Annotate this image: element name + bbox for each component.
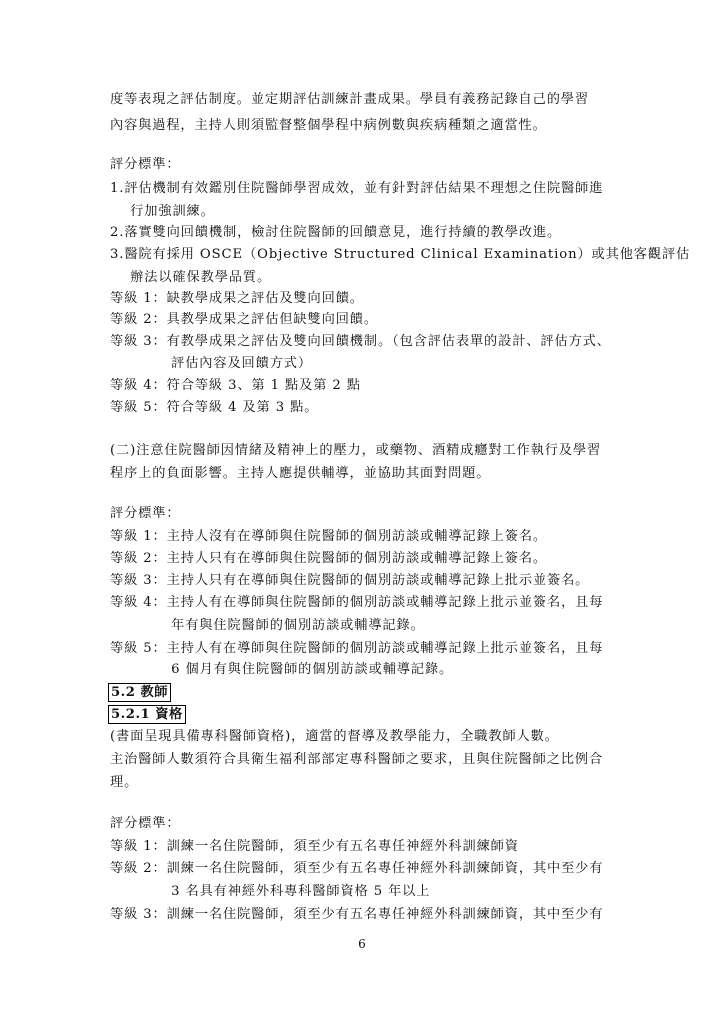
criteria-line: 等級 4：符合等級 3、第 1 點及第 2 點 [110,378,361,393]
criteria-line: 等級 5：主持人有在導師與住院醫師的個別訪談或輔導記錄上批示並簽名，且每 [110,641,604,656]
criteria-label: 評分標準： [110,816,181,831]
criteria-line: 1.評估機制有效鑑別住院醫師學習成效，並有針對評估結果不理想之住院醫師進 [110,181,604,196]
criteria-line: 3.醫院有採用 OSCE（Objective Structured Clinical Examination）或其他客觀評估 [110,247,691,262]
section-heading-5-2: 5.2 教師 [108,683,171,702]
section-heading-5-2-1: 5.2.1 資格 [108,705,186,724]
criteria-line: 等級 1：訓練一名住院醫師，須至少有五名專任神經外科訓練師資 [110,839,519,854]
criteria-line: 年有與住院醫師的個別訪談或輔導記錄。 [110,618,425,633]
criteria-line: 3 名具有神經外科專科醫師資格 5 年以上 [110,884,431,899]
criteria-line: 等級 2：主持人只有在導師與住院醫師的個別訪談或輔導記錄上簽名。 [110,551,548,566]
qualification-line: 理。 [110,775,139,790]
section-two-line: 程序上的負面影響。主持人應提供輔導，並協助其面對問題。 [110,466,491,481]
criteria-label: 評分標準： [110,506,181,521]
section-two-line: (二)注意住院醫師因情緒及精神上的壓力，或藥物、酒精成癮對工作執行及學習 [110,443,602,458]
criteria-line: 等級 3：主持人只有在導師與住院醫師的個別訪談或輔導記錄上批示並簽名。 [110,573,590,588]
qualification-line: (書面呈現具備專科醫師資格)，適當的督導及教學能力，全職教師人數。 [110,729,559,744]
criteria-line: 等級 4：主持人有在導師與住院醫師的個別訪談或輔導記錄上批示並簽名，且每 [110,595,604,610]
criteria-line: 等級 3：有教學成果之評估及雙向回饋機制。（包含評估表單的設計、評估方式、 [110,334,611,349]
criteria-line: 等級 2：具教學成果之評估但缺雙向回饋。 [110,312,378,327]
criteria-line: 2.落實雙向回饋機制，檢討住院醫師的回饋意見，進行持續的教學改進。 [110,225,562,240]
criteria-label: 評分標準： [110,157,181,172]
intro-line: 內容與過程，主持人則須監督整個學程中病例數與疾病種類之適當性。 [110,118,547,133]
page-number: 6 [358,937,366,951]
criteria-line: 辦法以確保教學品質。 [120,270,272,285]
criteria-line: 等級 5：符合等級 4 及第 3 點。 [110,400,319,415]
criteria-line: 等級 1：主持人沒有在導師與住院醫師的個別訪談或輔導記錄上簽名。 [110,529,548,544]
qualification-line: 主治醫師人數須符合具衛生福利部部定專科醫師之要求，且與住院醫師之比例合 [110,752,604,767]
intro-line: 度等表現之評估制度。並定期評估訓練計畫成果。學員有義務記錄自己的學習 [110,92,589,107]
criteria-line: 評估內容及回饋方式） [110,356,312,371]
criteria-line: 等級 1：缺教學成果之評估及雙向回饋。 [110,291,364,306]
criteria-line: 等級 2：訓練一名住院醫師，須至少有五名專任神經外科訓練師資，其中至少有 [110,861,604,876]
criteria-line: 行加強訓練。 [120,204,215,219]
criteria-line: 6 個月有與住院醫師的個別訪談或輔導記錄。 [110,662,454,677]
criteria-line: 等級 3：訓練一名住院醫師，須至少有五名專任神經外科訓練師資，其中至少有 [110,907,604,922]
